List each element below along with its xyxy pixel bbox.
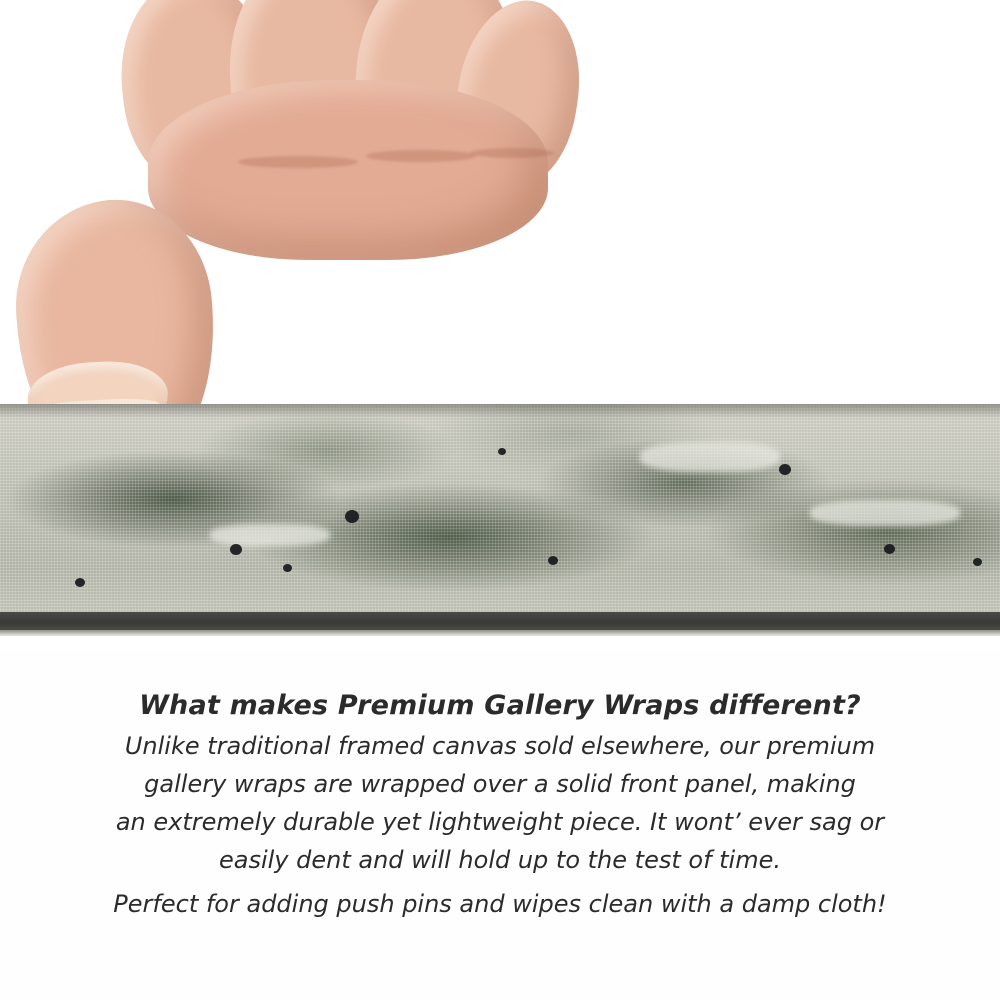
skin-crease: [470, 148, 554, 158]
caption-line: Unlike traditional framed canvas sold elsewhere, our premium: [124, 732, 876, 760]
canvas-speck: [498, 448, 506, 455]
canvas-speck: [230, 544, 242, 555]
canvas-speck: [283, 564, 292, 572]
canvas-speck: [548, 556, 558, 565]
canvas-speck: [884, 544, 895, 554]
paint-highlight: [210, 524, 330, 546]
panel-bottom-highlight: [0, 630, 1000, 636]
caption-line: gallery wraps are wrapped over a solid front panel, making: [144, 770, 856, 798]
skin-crease: [366, 150, 476, 162]
caption-block: [0, 690, 1000, 923]
skin-crease: [238, 156, 358, 168]
paint-highlight: [640, 442, 780, 472]
canvas-wrap-edge: [0, 404, 1000, 616]
palm-shape: [148, 80, 548, 260]
caption-closing-line: Perfect for adding push pins and wipes clean with a damp cloth!: [113, 890, 887, 918]
caption-line: an extremely durable yet lightweight piece. It wont’ ever sag or: [115, 808, 885, 836]
caption-heading: What makes Premium Gallery Wraps different?: [139, 690, 861, 721]
canvas-speck: [973, 558, 982, 566]
canvas-top-shadow: [0, 404, 1000, 418]
canvas-speck: [75, 578, 85, 587]
paint-highlight: [810, 500, 960, 526]
canvas-speck: [345, 510, 359, 523]
canvas-speck: [779, 464, 791, 475]
caption-line: easily dent and will hold up to the test of time.: [218, 846, 781, 874]
